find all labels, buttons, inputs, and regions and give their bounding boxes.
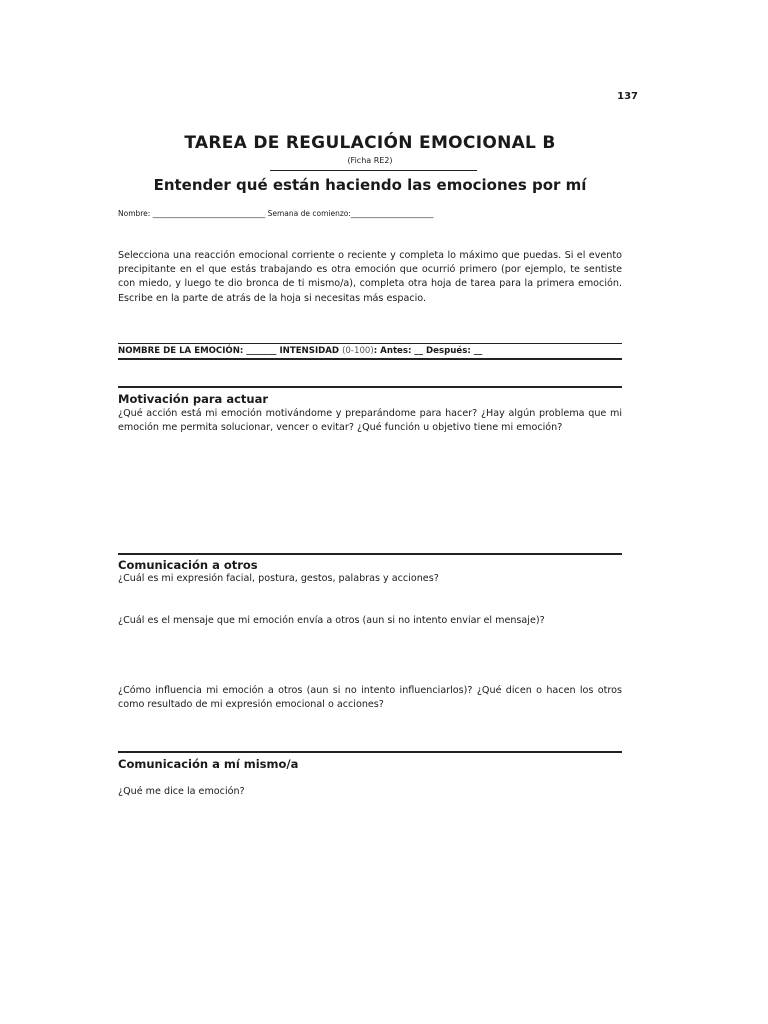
instructions: Selecciona una reacción emocional corriente o reciente y completa lo máximo que puedas. Si el evento precipitante en el que estás trabajando es otra emoción que ocurrió primero (por ejemplo, te sentiste con miedo, y luego te dio bronca de ti mismo/a), completa otra hoja de tarea para la primera emoción. Escribe en la parte de atrás de la hoja si necesitas más espacio. <box>118 250 622 304</box>
question-motivation-action: ¿Qué acción está mi emoción motivándome y preparándome para hacer? ¿Hay algún problema que mi emoción me permita solucionar, vencer o evitar? ¿Qué función u objetivo tiene mi emoción? <box>118 408 622 433</box>
question-message: ¿Cuál es el mensaje que mi emoción envía a otros (aun si no intento enviar el mensaje)? <box>118 615 545 626</box>
before-field[interactable]: : Antes: __ <box>373 346 424 356</box>
question-emotion-tells-me: ¿Qué me dice la emoción? <box>118 786 245 797</box>
intensity-range: (0-100) <box>342 346 374 356</box>
week-label: Semana de comienzo: <box>267 209 351 218</box>
section-title-communication-self: Comunicación a mí mismo/a <box>118 757 299 771</box>
emotion-name-field[interactable]: NOMBRE DE LA EMOCIÓN: _______ <box>118 346 277 356</box>
emotion-row-bottom-rule <box>118 358 622 360</box>
section-rule-motivation <box>118 386 622 388</box>
sheet-code: (Ficha RE2) <box>347 156 393 165</box>
intensity-label: INTENSIDAD <box>279 346 340 356</box>
name-label: Nombre: <box>118 209 151 218</box>
section-title-motivation: Motivación para actuar <box>118 392 269 406</box>
section-rule-communication-self <box>118 751 622 753</box>
emotion-row-top-rule <box>118 343 622 344</box>
section-title-communication-others: Comunicación a otros <box>118 558 258 572</box>
week-field[interactable]: ______________________ <box>350 209 434 218</box>
page-title: TAREA DE REGULACIÓN EMOCIONAL B <box>184 133 556 153</box>
page-number: 137 <box>617 91 638 102</box>
worksheet-heading: Entender qué están haciendo las emociones por mí <box>153 176 587 194</box>
name-field[interactable]: ______________________________ <box>152 209 266 218</box>
question-influence: ¿Cómo influencia mi emoción a otros (aun si no intento influenciarlos)? ¿Qué dicen o hacen los otros como resultado de mi expresión emocional o acciones? <box>118 685 622 710</box>
after-field[interactable]: Después: __ <box>426 346 483 356</box>
section-rule-communication-others <box>118 553 622 555</box>
question-expression: ¿Cuál es mi expresión facial, postura, gestos, palabras y acciones? <box>118 573 439 584</box>
name-week-line <box>118 209 638 218</box>
emotion-intensity-row <box>118 346 622 356</box>
title-underline <box>270 170 477 171</box>
